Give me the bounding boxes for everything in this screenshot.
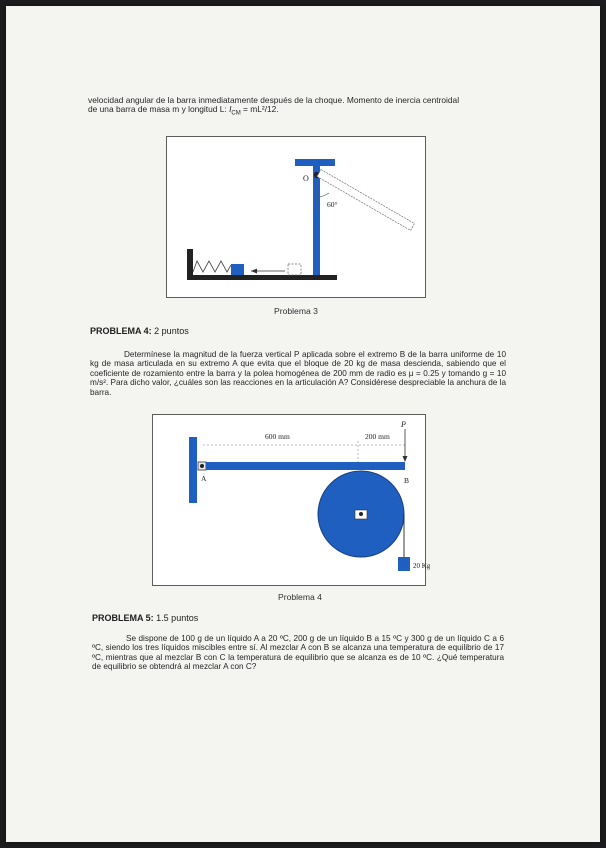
- vertical-bar: [313, 166, 320, 277]
- left-wall: [187, 249, 193, 280]
- floor: [187, 275, 337, 280]
- problem-4-text: Determínese la magnitud de la fuerza vertical P aplicada sobre el extremo B de la barra uniforme de 10 kg de masa articulada en su extremo A que evita que el bloque de 20 kg de masa descienda, sabiendo que el coeficiente de rozamiento entre la barra y la polea homogénea de 200 mm de radio es μ = 0.25 y tomando g = 10 m/s². Para dicho valor, ¿cuáles son las reacciones en la articulación A? Considérese despreciable la anchura de la barra.: [90, 350, 506, 397]
- problem-4-points: 2 puntos: [151, 326, 189, 336]
- figure-3-drawing: [167, 137, 425, 297]
- problem-4-title: PROBLEMA 4:: [90, 326, 152, 336]
- intro-paragraph: [88, 96, 518, 119]
- label-b: B: [404, 476, 410, 485]
- intro-line-2-prefix: de una barra de masa m y longitud L:: [88, 104, 230, 115]
- inertia-symbol: I: [229, 104, 232, 115]
- spring: [193, 261, 231, 272]
- block: [231, 264, 244, 275]
- support-bracket: [295, 159, 335, 166]
- label-o: O: [303, 174, 309, 183]
- horizontal-bar: [206, 462, 405, 470]
- dim-600: 600 mm: [265, 432, 290, 441]
- label-a: A: [201, 474, 207, 483]
- label-angle: 60°: [327, 200, 338, 209]
- figure-problem-4: [152, 414, 431, 586]
- mass-block: [398, 557, 410, 571]
- problem-5-heading: [92, 613, 198, 623]
- caption-problema-4: Problema 4: [278, 592, 322, 602]
- label-p: P: [401, 420, 406, 429]
- pulley-axle: [359, 512, 363, 516]
- figure-problem-3: [166, 136, 426, 298]
- ghost-block: [288, 264, 301, 275]
- figure-4-drawing: [153, 415, 431, 585]
- dim-200: 200 mm: [365, 432, 390, 441]
- intro-line-2: [88, 105, 518, 119]
- intro-line-1: velocidad angular de la barra inmediatamente después de la choque. Momento de inercia centroidal: [88, 95, 460, 105]
- inertia-rhs: = mL²/12.: [240, 104, 279, 115]
- problem-5-points: 1.5 puntos: [153, 613, 199, 623]
- label-mass: 20 Kg: [413, 562, 431, 570]
- inertia-subscript: CM: [231, 110, 241, 117]
- hinge-pin: [200, 464, 204, 468]
- arrow-head: [251, 269, 257, 274]
- force-p-head: [403, 456, 408, 462]
- problem-5-text: Se dispone de 100 g de un líquido A a 20 ºC, 200 g de un líquido B a 15 ºC y 300 g de un líquido C a 6 ºC, siendo los tres líquidos miscibles entre sí. Al mezclar A con B se alcanza una temperatura de equilibrio de 17 ºC, mientras que al mezclar B con C la temperatura de equilibrio que se alcanza es de 10 ºC. ¿Qué temperatura de equilibrio se obtendrá al mezclar A con C?: [92, 634, 504, 672]
- problem-5-title: PROBLEMA 5:: [92, 613, 154, 623]
- problem-4-heading: [90, 326, 189, 336]
- document-page: [6, 6, 600, 842]
- wall: [189, 437, 197, 503]
- caption-problema-3: Problema 3: [274, 306, 318, 316]
